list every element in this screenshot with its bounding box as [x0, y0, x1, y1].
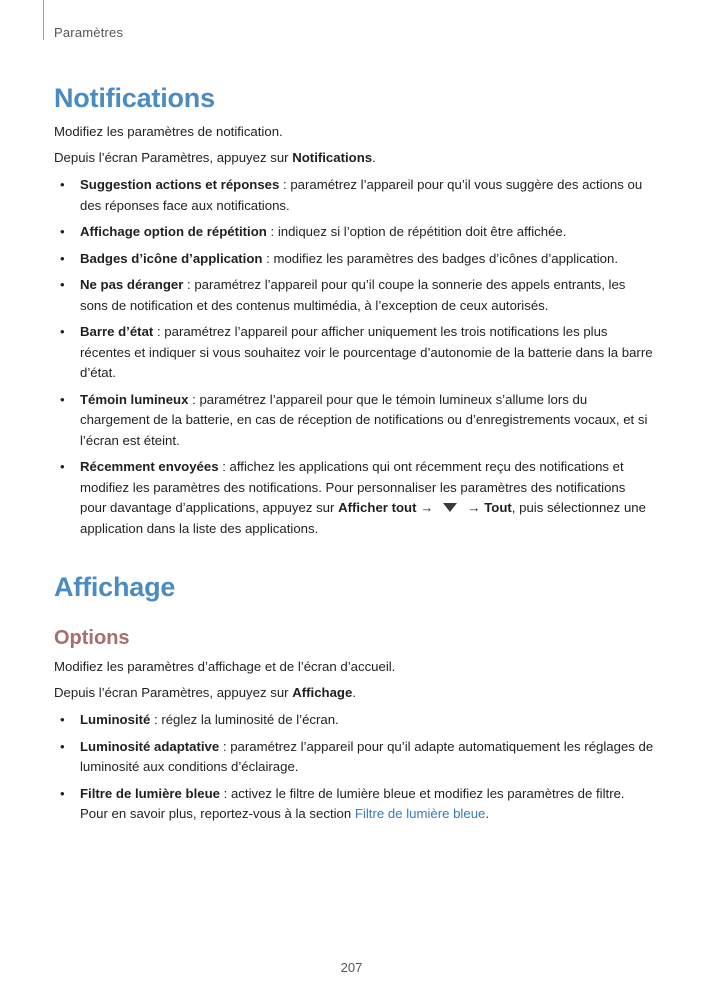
bullet: • [60, 224, 65, 239]
list-item [54, 390, 654, 452]
bullet: • [60, 459, 65, 474]
item-term: Barre d’état [80, 324, 154, 339]
afficher-tout-label: Afficher tout [338, 500, 417, 515]
bullet: • [60, 324, 65, 339]
item-desc: : activez le filtre de lumière bleue et modifiez les paramètres de filtre. Pour en savoir plus, reportez-vous à la section [80, 785, 625, 821]
list-item [54, 175, 654, 216]
item-term: Filtre de lumière bleue [80, 785, 220, 801]
item-desc: : paramétrez l’appareil pour qu’il vous suggère des actions ou des réponses face aux notifications. [80, 177, 643, 213]
list-item [54, 275, 654, 316]
corner-mark [43, 0, 44, 40]
arrow: → [467, 500, 485, 515]
path-target: Affichage [292, 685, 353, 700]
item-term: Témoin lumineux [80, 391, 189, 407]
list-item [54, 737, 654, 778]
list-item [54, 710, 654, 731]
bullet: • [60, 785, 65, 801]
bullet: • [60, 250, 65, 266]
bullet: • [60, 712, 65, 727]
bullet: • [60, 391, 65, 407]
item-term: Luminosité adaptative [80, 738, 220, 754]
blue-light-filter-link[interactable]: Filtre de lumière bleue [354, 806, 486, 821]
list-item [54, 249, 654, 270]
affichage-list [54, 710, 654, 825]
item-term: Badges d’icône d’application [80, 250, 263, 266]
running-header: Paramètres [54, 25, 124, 40]
item-desc: : indiquez si l’option de répétition doit être affichée. [266, 224, 567, 239]
path-suffix: . [372, 150, 376, 165]
page-content [54, 78, 654, 831]
notifications-path [54, 148, 654, 168]
item-desc-end: , puis sélectionnez une application dans la liste des applications. [80, 500, 646, 536]
path-prefix: Depuis l’écran Paramètres, appuyez sur [54, 685, 293, 700]
affichage-title: Affichage [54, 572, 176, 602]
options-subtitle: Options [54, 627, 130, 649]
page-number: 207 [340, 960, 363, 975]
list-item [54, 457, 654, 539]
path-target: Notifications [292, 150, 373, 165]
item-desc: : réglez la luminosité de l’écran. [150, 712, 339, 727]
item-term: Luminosité [80, 712, 151, 727]
affichage-path [54, 683, 654, 703]
item-desc: : modifiez les paramètres des badges d’icônes d’application. [262, 250, 618, 266]
item-desc-end: . [485, 806, 490, 821]
list-item [54, 322, 654, 384]
item-term: Affichage option de répétition [80, 224, 267, 239]
list-item [54, 222, 654, 243]
list-item [54, 784, 654, 825]
item-desc: : paramétrez l’appareil pour que le témoin lumineux s’allume lors du chargement de la batterie, en cas de réception de notifications ou d’enregistrements vocaux, et si l’écran est éteint. [80, 391, 648, 448]
dropdown-triangle-icon [443, 503, 457, 512]
item-term: Récemment envoyées [80, 459, 219, 474]
item-desc: : affichez les applications qui ont récemment reçu des notifications et modifiez les paramètres des notifications. Pour personnaliser les paramètres des notifications pour davantage d’applications, appuyez sur [80, 459, 626, 515]
item-desc: : paramétrez l’appareil pour afficher uniquement les trois notifications les plus récentes et indiquer si vous souhaitez voir le pourcentage d’autonomie de la batterie dans la barre d’état. [80, 324, 653, 380]
bullet: • [60, 177, 65, 192]
item-term: Ne pas déranger [80, 277, 184, 292]
affichage-intro: Modifiez les paramètres d’affichage et de l’écran d’accueil. [54, 659, 396, 674]
path-prefix: Depuis l’écran Paramètres, appuyez sur [54, 150, 293, 165]
notifications-title: Notifications [54, 83, 215, 113]
tout-label: Tout [484, 500, 512, 515]
item-desc: : paramétrez l’appareil pour qu’il coupe la sonnerie des appels entrants, les sons de notification et des contenus multimédia, à l’exception de ceux autorisés. [80, 277, 626, 313]
bullet: • [60, 277, 65, 292]
arrow: → [416, 500, 434, 515]
notifications-intro: Modifiez les paramètres de notification. [54, 124, 283, 139]
item-term: Suggestion actions et réponses [80, 177, 280, 192]
path-suffix: . [352, 685, 356, 700]
bullet: • [60, 738, 65, 754]
notifications-list [54, 175, 654, 539]
item-desc: : paramétrez l’appareil pour qu’il adapte automatiquement les réglages de luminosité aux conditions d’éclairage. [80, 738, 654, 774]
